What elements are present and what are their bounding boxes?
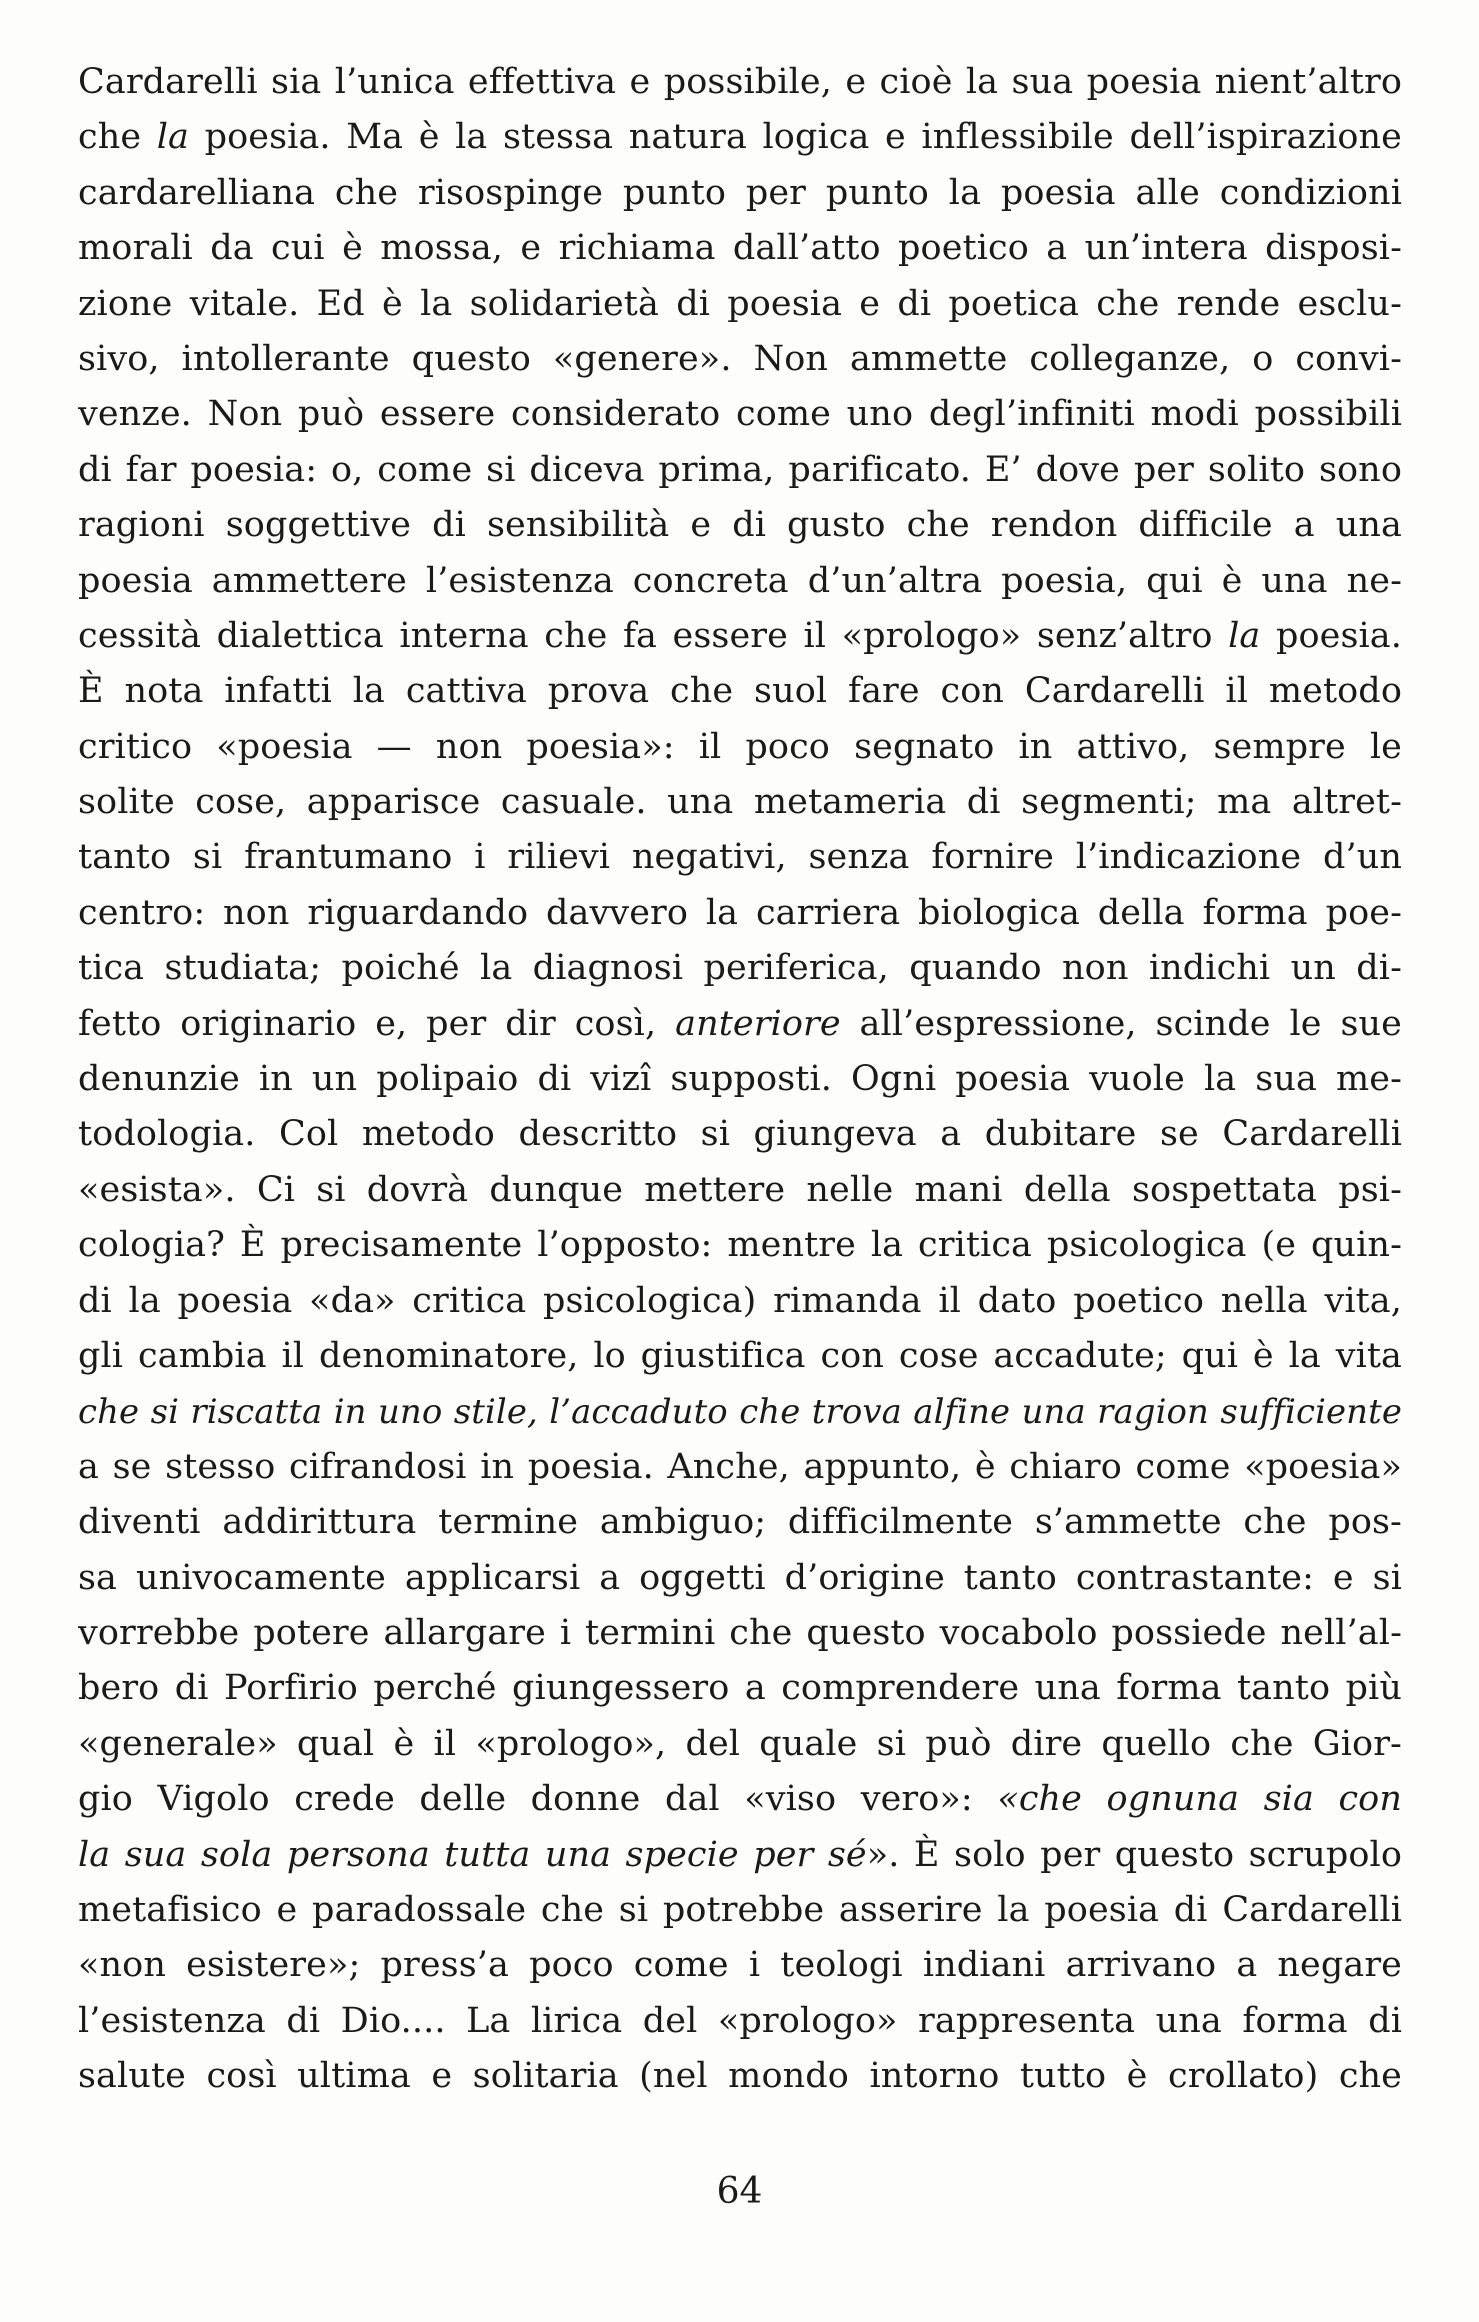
text-line xyxy=(78,886,1402,941)
text-line xyxy=(78,1274,1402,1329)
text-segment: di la poesia «da» critica psicologica) rimanda il dato poetico nella vita, xyxy=(78,1280,1402,1321)
text-segment: ragioni soggettive di sensibilità e di gusto che rendon difficile a una xyxy=(78,505,1402,546)
text-line xyxy=(78,1384,1402,1439)
text-segment: cardarelliana che risospinge punto per punto la poesia alle condizioni xyxy=(78,172,1402,213)
text-line xyxy=(78,1218,1402,1273)
text-line xyxy=(78,1052,1402,1107)
text-line xyxy=(78,720,1402,775)
text-line xyxy=(78,221,1402,276)
text-segment: vorrebbe potere allargare i termini che questo vocabolo possiede nell’al- xyxy=(78,1612,1402,1653)
text-segment: gli cambia il denominatore, lo giustifica con cose accadute; qui è la vita xyxy=(78,1335,1402,1376)
text-line xyxy=(78,664,1402,719)
text-segment: di far poesia: o, come si diceva prima, parificato. E’ dove per solito sono xyxy=(78,449,1402,490)
text-line xyxy=(78,997,1402,1052)
text-line xyxy=(78,1828,1402,1883)
text-segment: «non esistere»; press’a poco come i teologi indiani arrivano a negare xyxy=(78,1945,1402,1986)
text-segment: all’espressione, scinde le sue xyxy=(840,1003,1402,1044)
text-segment: la xyxy=(1228,615,1261,656)
text-segment: la sua sola persona tutta una specie per sé xyxy=(78,1834,867,1875)
text-line xyxy=(78,1107,1402,1162)
text-segment: tanto si frantumano i rilievi negativi, senza fornire l’indicazione d’un xyxy=(78,837,1402,878)
text-segment: sa univocamente applicarsi a oggetti d’origine tanto contrastante: e si xyxy=(78,1557,1402,1598)
text-line xyxy=(78,55,1402,110)
text-segment: che si riscatta in uno stile, l’accaduto che trova alfine una ragion sufficiente xyxy=(78,1392,1402,1432)
page-number: 64 xyxy=(716,2171,763,2212)
text-segment: È nota infatti la cattiva prova che suol fare con Cardarelli il metodo xyxy=(78,671,1402,712)
text-segment: poesia. Ma è la stessa natura logica e inflessibile dell’ispirazione xyxy=(189,117,1402,158)
text-segment: metafisico e paradossale che si potrebbe asserire la poesia di Cardarelli xyxy=(78,1889,1402,1930)
text-segment: zione vitale. Ed è la solidarietà di poesia e di poetica che rende esclu- xyxy=(78,283,1402,324)
text-segment: anteriore xyxy=(675,1003,841,1044)
text-segment: bero di Porfirio perché giungessero a comprendere una forma tanto più xyxy=(78,1668,1402,1709)
text-line xyxy=(78,1717,1402,1772)
body-text xyxy=(78,55,1402,2104)
text-line xyxy=(78,941,1402,996)
text-line xyxy=(78,387,1402,442)
text-segment: venze. Non può essere considerato come uno degl’infiniti modi possibili xyxy=(78,394,1402,435)
text-segment: critico «poesia — non poesia»: il poco segnato in attivo, sempre le xyxy=(78,726,1402,767)
text-line xyxy=(78,1329,1402,1384)
text-line xyxy=(78,1551,1402,1606)
text-segment: a se stesso cifrandosi in poesia. Anche, appunto, è chiaro come «poesia» xyxy=(78,1446,1402,1487)
text-line xyxy=(78,1938,1402,1993)
text-segment: poesia. xyxy=(1260,615,1402,656)
text-line xyxy=(78,775,1402,830)
text-line xyxy=(78,166,1402,221)
text-segment: cologia? È precisamente l’opposto: mentre la critica psicologica (e quin- xyxy=(78,1225,1402,1266)
text-line xyxy=(78,554,1402,609)
text-segment: tica studiata; poiché la diagnosi periferica, quando non indichi un di- xyxy=(78,948,1402,989)
text-line xyxy=(78,2049,1402,2104)
text-segment: todologia. Col metodo descritto si giungeva a dubitare se Cardarelli xyxy=(78,1114,1402,1155)
text-line xyxy=(78,1994,1402,2049)
text-line xyxy=(78,1606,1402,1661)
text-segment: cessità dialettica interna che fa essere il «prologo» senz’altro xyxy=(78,615,1229,656)
text-line xyxy=(78,498,1402,553)
text-line xyxy=(78,1661,1402,1716)
text-line xyxy=(78,1163,1402,1218)
text-segment: «generale» qual è il «prologo», del quale si può dire quello che Gior- xyxy=(78,1723,1402,1764)
text-segment: solite cose, apparisce casuale. una metameria di segmenti; ma altret- xyxy=(78,782,1402,823)
text-segment: sivo, intollerante questo «genere». Non ammette colleganze, o convi- xyxy=(78,338,1402,379)
text-line xyxy=(78,830,1402,885)
text-segment: la xyxy=(156,117,190,158)
text-segment: «esista». Ci si dovrà dunque mettere nelle mani della sospettata psi- xyxy=(78,1169,1402,1210)
text-segment: fetto originario e, per dir così, xyxy=(78,1003,676,1044)
text-segment: ». È solo per questo scrupolo xyxy=(866,1834,1402,1875)
text-line xyxy=(78,609,1402,664)
text-segment: centro: non riguardando davvero la carriera biologica della forma poe- xyxy=(78,892,1402,933)
text-segment: che xyxy=(78,117,157,158)
text-segment: gio Vigolo crede delle donne dal «viso vero»: xyxy=(78,1779,998,1820)
text-line xyxy=(78,277,1402,332)
text-segment: denunzie in un polipaio di vizî supposti. Ogni poesia vuole la sua me- xyxy=(78,1059,1402,1100)
text-segment: «che ognuna sia con xyxy=(997,1779,1402,1820)
text-segment: diventi addirittura termine ambiguo; difficilmente s’ammette che pos- xyxy=(78,1502,1402,1543)
text-segment: poesia ammettere l’esistenza concreta d’un’altra poesia, qui è una ne- xyxy=(78,560,1402,601)
text-segment: Cardarelli sia l’unica effettiva e possibile, e cioè la sua poesia nient’altro xyxy=(78,62,1402,102)
text-line xyxy=(78,110,1402,165)
text-segment: morali da cui è mossa, e richiama dall’atto poetico a un’intera disposi- xyxy=(78,228,1402,269)
text-line xyxy=(78,332,1402,387)
text-line xyxy=(78,1883,1402,1938)
text-segment: l’esistenza di Dio.... La lirica del «prologo» rappresenta una forma di xyxy=(78,2000,1402,2041)
text-line xyxy=(78,443,1402,498)
text-line xyxy=(78,1440,1402,1495)
text-segment: salute così ultima e solitaria (nel mondo intorno tutto è crollato) che xyxy=(78,2056,1402,2097)
text-line xyxy=(78,1772,1402,1827)
text-line xyxy=(78,1495,1402,1550)
